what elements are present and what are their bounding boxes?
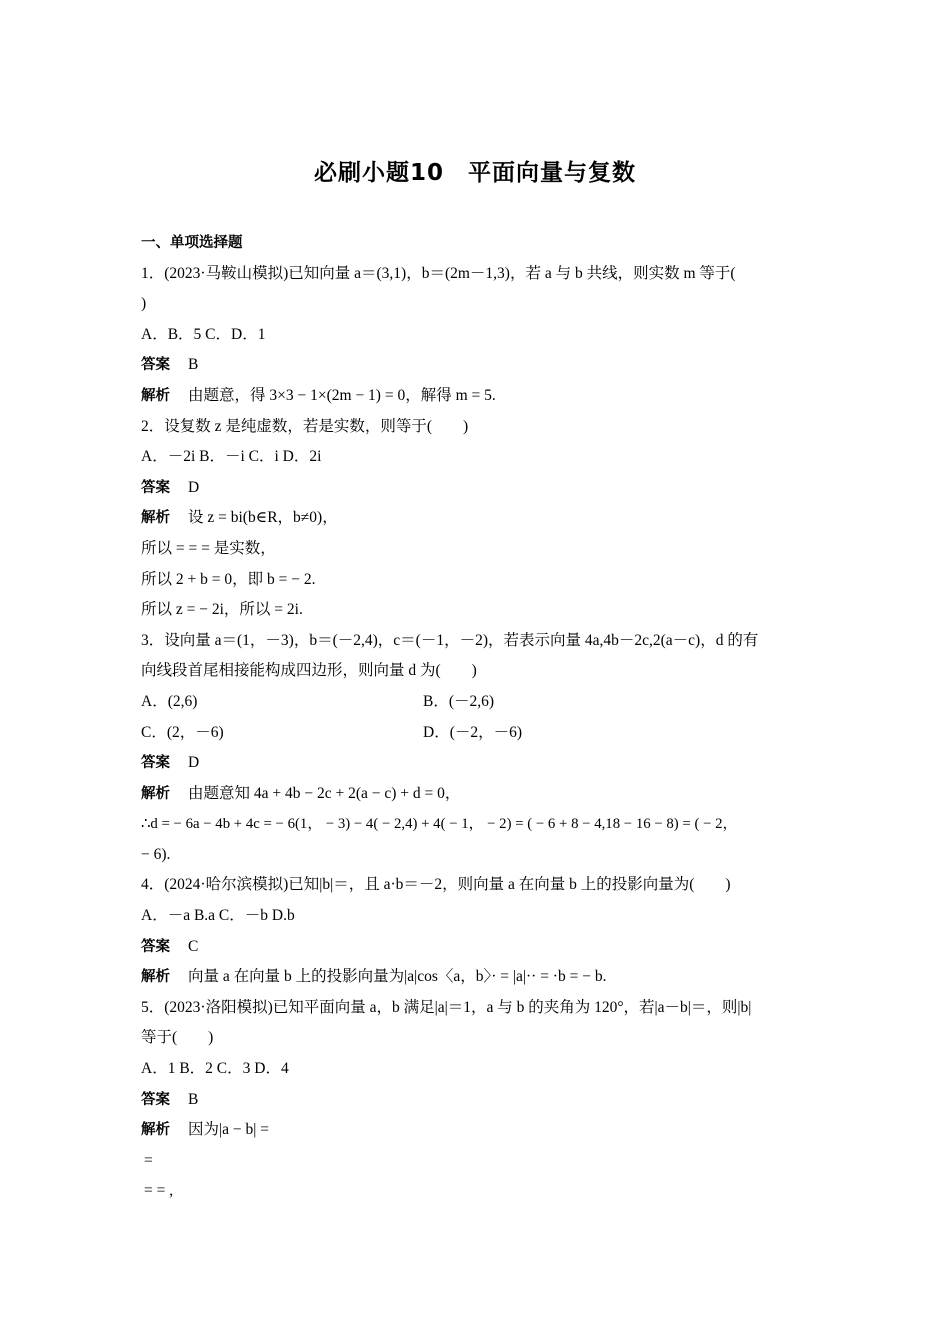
- q2-analysis-1: 设 z = bi(b∈R，b≠0)，: [188, 509, 338, 527]
- q3-option-a: A．(2,6): [141, 692, 198, 710]
- q2-answer-row: [141, 473, 811, 504]
- q4-answer-row: [141, 932, 811, 963]
- q3-option-b: B．(－2,6): [423, 692, 495, 710]
- q5-analysis-1: 因为|a − b| =: [188, 1121, 269, 1139]
- analysis-label: 解析: [141, 785, 170, 802]
- answer-label: 答案: [141, 755, 170, 772]
- q3-analysis-2: ∴d = − 6a − 4b + 4c = − 6(1， − 3) − 4( − 2,4) + 4( − 1， − 2) = ( − 6 + 8 − 4,18 − 16 − 8) = ( − 2，: [141, 816, 738, 833]
- q2-analysis-2: 所以 = = = 是实数，: [141, 539, 276, 557]
- q3-options-row2: [141, 718, 811, 749]
- q3-answer-row: [141, 748, 811, 779]
- q2-analysis-row: [141, 503, 811, 534]
- analysis-label: 解析: [141, 969, 170, 986]
- analysis-label: 解析: [141, 387, 170, 404]
- analysis-label: 解析: [141, 1122, 170, 1139]
- q3-answer: D: [188, 754, 200, 772]
- answer-label: 答案: [141, 1091, 170, 1108]
- answer-label: 答案: [141, 357, 170, 374]
- q2-analysis-4: 所以 z = − 2i，所以 = 2i.: [141, 601, 303, 619]
- q5-analysis-2: =: [144, 1151, 153, 1169]
- q4-stem: 4．(2024·哈尔滨模拟)已知|b|＝，且 a·b＝－2，则向量 a 在向量 b 上的投影向量为( ): [141, 876, 731, 894]
- q5-answer: B: [188, 1090, 199, 1108]
- q1-answer: B: [188, 356, 199, 374]
- q5-stem-line1: 5．(2023·洛阳模拟)已知平面向量 a，b 满足|a|＝1，a 与 b 的夹角为 120°，若|a－b|＝，则|b|: [141, 998, 752, 1016]
- q5-analysis-3: = = ,: [144, 1182, 174, 1200]
- q3-analysis-row: [141, 779, 811, 810]
- answer-label: 答案: [141, 938, 170, 955]
- document-body: [141, 228, 811, 1207]
- section-heading: 一、单项选择题: [141, 235, 243, 251]
- q3-stem-line2: 向线段首尾相接能构成四边形，则向量 d 为( ): [141, 662, 477, 680]
- q2-options: A．－2i B．－i C．i D．2i: [141, 448, 322, 466]
- q1-options: A．B．5 C．D．1: [141, 325, 266, 343]
- q5-options: A．1 B．2 C．3 D．4: [141, 1060, 289, 1078]
- q2-analysis-3: 所以 2 + b = 0，即 b = − 2.: [141, 570, 316, 588]
- answer-label: 答案: [141, 479, 170, 496]
- q3-options-row1: [141, 687, 811, 718]
- q2-answer: D: [188, 478, 200, 496]
- q1-answer-row: [141, 350, 811, 381]
- q5-stem-line2: 等于( ): [141, 1029, 214, 1047]
- page-title: 必刷小题10 平面向量与复数: [313, 160, 636, 186]
- q5-answer-row: [141, 1085, 811, 1116]
- q4-analysis: 向量 a 在向量 b 上的投影向量为|a|cos〈a，b〉· = |a|·· = ·b = − b.: [188, 968, 607, 986]
- q3-analysis-1: 由题意知 4a + 4b − 2c + 2(a − c) + d = 0，: [188, 784, 461, 802]
- q4-answer: C: [188, 937, 199, 955]
- q4-options: A．－a B.a C．－b D.b: [141, 907, 295, 925]
- q1-analysis: 由题意，得 3×3 − 1×(2m − 1) = 0，解得 m = 5.: [188, 386, 496, 404]
- q1-stem-line2: ): [141, 295, 147, 313]
- q3-option-c: C．(2，－6): [141, 723, 224, 741]
- q1-stem-line1: 1．(2023·马鞍山模拟)已知向量 a＝(3,1)，b＝(2m－1,3)，若 a 与 b 共线，则实数 m 等于(: [141, 264, 736, 282]
- q2-stem: 2．设复数 z 是纯虚数，若是实数，则等于( ): [141, 417, 469, 435]
- q4-analysis-row: [141, 962, 811, 993]
- q5-analysis-row: [141, 1115, 811, 1146]
- q3-option-d: D．(－2，－6): [423, 723, 523, 741]
- q1-analysis-row: [141, 381, 811, 412]
- q3-analysis-3: − 6).: [141, 845, 171, 863]
- q3-stem-line1: 3．设向量 a＝(1，－3)，b＝(－2,4)，c＝(－1，－2)，若表示向量 4a,4b－2c,2(a－c)，d 的有: [141, 631, 759, 649]
- analysis-label: 解析: [141, 510, 170, 527]
